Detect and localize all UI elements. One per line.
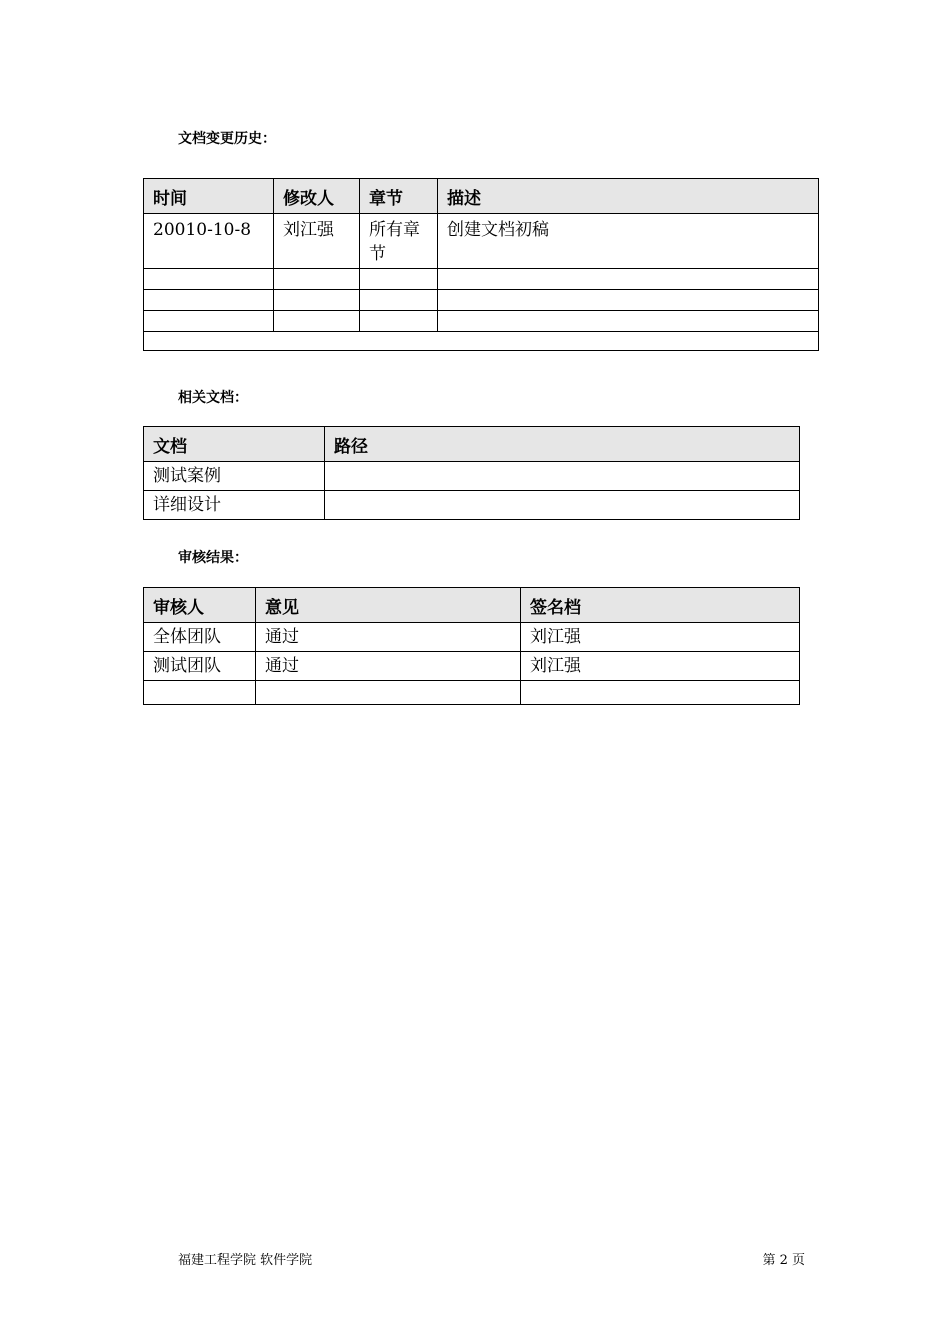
related-header-path: 路径 (325, 427, 800, 462)
history-header-section: 章节 (360, 179, 438, 214)
review-cell-reviewer: 测试团队 (144, 652, 256, 681)
history-cell-section (360, 311, 438, 332)
table-row (144, 681, 800, 705)
table-row (144, 311, 819, 332)
review-table (143, 587, 800, 705)
history-cell-description (438, 290, 819, 311)
related-cell-path (325, 462, 800, 491)
history-cell-time (144, 269, 274, 290)
history-cell-editor (274, 269, 360, 290)
related-header-row (144, 427, 800, 462)
table-row (144, 269, 819, 290)
history-table (143, 178, 819, 351)
table-row-merged (144, 332, 819, 351)
review-cell-opinion: 通过 (256, 652, 521, 681)
related-cell-document: 详细设计 (144, 491, 325, 520)
review-header-reviewer: 审核人 (144, 588, 256, 623)
related-title: 相关文档： (178, 390, 248, 406)
history-cell-section (360, 290, 438, 311)
history-cell-description: 创建文档初稿 (438, 214, 819, 269)
history-cell-time (144, 311, 274, 332)
history-header-description: 描述 (438, 179, 819, 214)
review-cell-signature: 刘江强 (521, 623, 800, 652)
history-cell-editor: 刘江强 (274, 214, 360, 269)
table-row (144, 214, 819, 269)
table-row (144, 462, 800, 491)
review-header-row (144, 588, 800, 623)
review-header-signature: 签名档 (521, 588, 800, 623)
table-row (144, 623, 800, 652)
history-cell-editor (274, 290, 360, 311)
review-cell-opinion (256, 681, 521, 705)
review-cell-reviewer (144, 681, 256, 705)
related-cell-path (325, 491, 800, 520)
table-row (144, 290, 819, 311)
review-cell-signature (521, 681, 800, 705)
history-header-row (144, 179, 819, 214)
review-title: 审核结果： (178, 550, 248, 566)
history-cell-description (438, 311, 819, 332)
history-header-editor: 修改人 (274, 179, 360, 214)
history-cell-time: 20010-10-8 (144, 214, 274, 269)
review-cell-opinion: 通过 (256, 623, 521, 652)
related-cell-document: 测试案例 (144, 462, 325, 491)
history-cell-time (144, 290, 274, 311)
history-merged-cell (144, 332, 819, 351)
footer-page-number: 第 2 页 (762, 1253, 805, 1268)
table-row (144, 652, 800, 681)
review-header-opinion: 意见 (256, 588, 521, 623)
table-row (144, 491, 800, 520)
history-cell-section (360, 269, 438, 290)
history-cell-description (438, 269, 819, 290)
footer-left: 福建工程学院 软件学院 (178, 1253, 313, 1268)
history-cell-editor (274, 311, 360, 332)
history-cell-section: 所有章节 (360, 214, 438, 269)
related-header-document: 文档 (144, 427, 325, 462)
history-header-time: 时间 (144, 179, 274, 214)
history-title: 文档变更历史： (178, 131, 276, 147)
review-cell-signature: 刘江强 (521, 652, 800, 681)
review-cell-reviewer: 全体团队 (144, 623, 256, 652)
related-table (143, 426, 800, 520)
